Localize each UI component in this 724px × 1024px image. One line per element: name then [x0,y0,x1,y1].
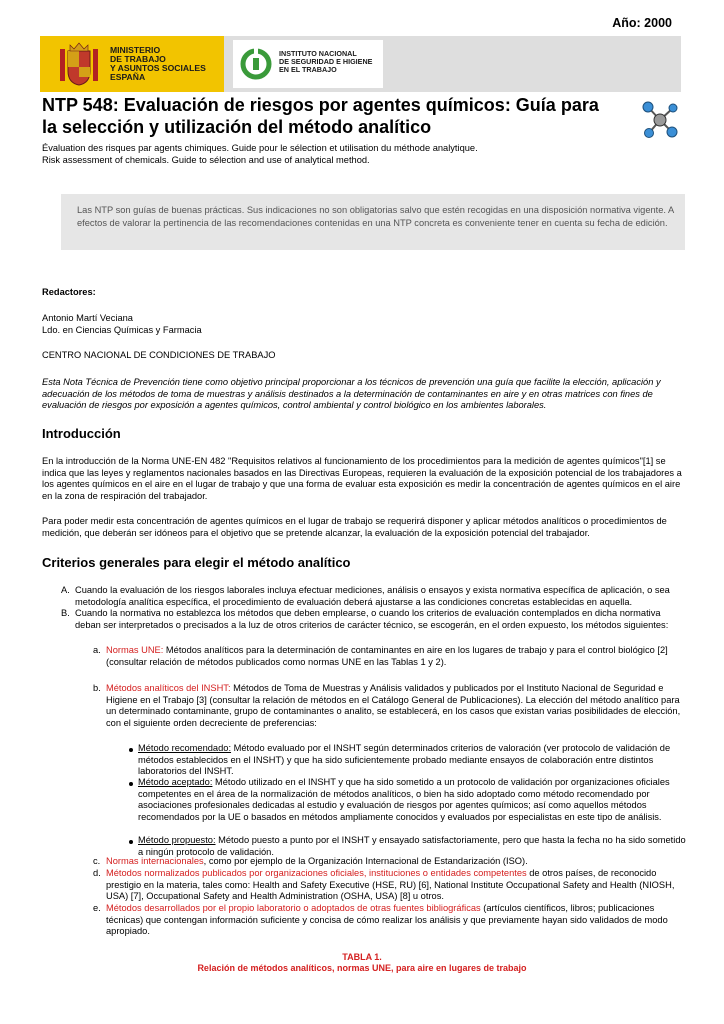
preference-item-aceptado: Método aceptado: Método utilizado en el INSHT y que ha sido sometido a un protocolo de validación por organizaciones oficiales competentes en el área de la normalización de métodos analíticos, o bien ha sido adoptado como método recomendado por asociaciones profesionales dedicadas al estudio y evaluación de riesgos por agentes químicos; así como aquellos métodos recomendados por la UE o basados en métodos ampliamente conocidos y evaluados por especialistas en este tipo de análisis. [138,777,670,822]
ministry-name: MINISTERIO DE TRABAJO Y ASUNTOS SOCIALES ESPAÑA [110,45,206,82]
preference-item-recomendado: Método recomendado: Método evaluado por el INSHT según determinados criterios de valoración (ver protocolo de validación de métodos establecidos en el INSHT) y que ha sido suficientemente probado mediante ensayos de colaboración entre distintos laboratorios del INSHT. [138,743,671,776]
subtitle-french: Évaluation des risques par agents chimiques. Guide pour le sélection et utilisation du méthode analytique. [42,143,478,153]
disclaimer-text: Las NTP son guías de buenas prácticas. Sus indicaciones no son obligatorias salvo que estén recogidas en una disposición normativa vigente. A efectos de valorar la pertinencia de las recomendaciones contenidas en una NTP concreta es conveniente tener en cuenta su fecha de edición. [77,205,674,228]
subtitles [42,143,478,166]
link-metodos-insht[interactable]: Métodos analíticos del INSHT: [106,683,231,693]
disclaimer-box [61,194,685,250]
year-label: Año: 2000 [612,16,672,30]
link-normas-une[interactable]: Normas UNE: [106,645,164,655]
list-marker-a: a. [93,645,101,655]
subtitle-english: Risk assessment of chemicals. Guide to sélection and use of analytical method. [42,154,370,165]
intro-paragraph-2: Para poder medir esta concentración de agentes químicos en el lugar de trabajo se requerirá disponer y aplicar métodos analíticos o procedimientos de medición, que deberán ser idóneos para el objetivo que se pretende alcanzar, la evaluación de la exposición potencial del trabajador. [42,516,667,538]
method-item-d: Métodos normalizados publicados por organizaciones oficiales, instituciones o entidades competentes de otros países, de reconocido prestigio en la materia, tales como: Health and Safety Executive (HSE, RU) [6], National Institute Occupational Safety and Health (NIOSH, USA) [7], Occupational Safety and Health Administration (OSHA, USA) [8] u otros. [106,868,675,901]
criteria-heading: Criterios generales para elegir el método analítico [42,555,351,570]
page-title: NTP 548: Evaluación de riesgos por agentes químicos: Guía para la selección y utilización del método analítico [42,95,599,137]
molecule-icon [640,99,680,141]
list-marker-d: d. [93,868,101,878]
bullet-icon [129,840,133,844]
bullet-icon [129,782,133,786]
preference-item-propuesto: Método propuesto: Método puesto a punto por el INSHT y ensayado satisfactoriamente, pero que hasta la fecha no ha sido sometido a ningún protocolo de validación. [138,835,686,857]
list-marker-e: e. [93,903,101,913]
bullet-icon [129,748,133,752]
list-marker-b-upper: B. [61,608,70,618]
author-degree: Ldo. en Ciencias Químicas y Farmacia [42,325,202,335]
method-item-a: Normas UNE: Métodos analíticos para la determinación de contaminantes en aire en los lugares de trabajo y para el control biológico [2] (consultar relación de métodos publicados como normas UNE en las Tablas 1 y 2). [106,645,668,667]
authors-label: Redactores: [42,287,96,297]
table-1-label: TABLA 1. [342,952,382,962]
intro-heading: Introducción [42,426,121,441]
abstract-text: Esta Nota Técnica de Prevención tiene como objetivo principal proporcionar a los técnicos de prevención una guía que facilite la elección, aplicación y adecuación de los métodos de toma de muestras y análisis destinados a la determinación de contaminantes en aire y en otras matrices con fines de evaluación de riesgos por exposición a agentes químicos, control ambiental y control biológico en los ambientes laborales. [42,377,661,410]
criteria-item-a: Cuando la evaluación de los riesgos laborales incluya efectuar mediciones, análisis o ensayos y exista normativa específica de aplicación, o sea metodología analítica específica, el procedimiento de evaluación deberá ajustarse a las condiciones concretas establecidas en aquella. [75,585,670,607]
author-center: CENTRO NACIONAL DE CONDICIONES DE TRABAJO [42,350,276,360]
spain-coat-of-arms-icon [58,41,100,87]
insht-logo-icon [240,48,272,80]
insht-logo[interactable] [233,40,383,88]
intro-paragraph-1: En la introducción de la Norma UNE-EN 482 "Requisitos relativos al funcionamiento de los procedimientos para la medición de agentes químicos"[1] se indica que las leyes y reglamentos nacionales basados en las Directivas Europeas, requieren la evaluación de la exposición potencial de los trabajadores a los agentes químicos en el aire en el lugar de trabajo y que una forma de evaluar esta exposición es medir la concentración de agentes químicos en el aire en la zona de respiración del trabajador. [42,456,682,501]
list-marker-c: c. [93,856,101,866]
author-name: Antonio Martí Veciana [42,313,133,323]
list-marker-b: b. [93,683,101,693]
method-item-e: Métodos desarrollados por el propio laboratorio o adoptados de otras fuentes bibliográficas (artículos científicos, libros; publicaciones técnicas) que contengan información suficiente y concisa de cómo realizar los análisis y que previamente hayan sido validados de modo apropiado. [106,903,668,936]
method-item-b: Métodos analíticos del INSHT: Métodos de Toma de Muestras y Análisis validados y publicados por el Instituto Nacional de Seguridad e Higiene en el Trabajo [3] (consultar la relación de métodos en el Catálogo General de Publicaciones). La elección del método analítico para un determinado contaminante, grupo de contaminantes o analito, se establecerá, en los casos que existan varias posibilidades de elección, con el siguiente orden decreciente de preferencias: [106,683,681,728]
criteria-item-b: Cuando la normativa no establezca los métodos que deben emplearse, o cuando los criterios de evaluación contemplados en dicha normativa deban ser interpretados o precisados a la luz de otros criterios de carácter técnico, se escogerán, en el orden expuesto, los métodos siguientes: [75,608,669,630]
link-metodos-propios[interactable]: Métodos desarrollados por el propio laboratorio o adoptados de otras fuentes bibliográficas [106,903,481,913]
insht-name: INSTITUTO NACIONAL DE SEGURIDAD E HIGIENE EN EL TRABAJO [279,49,373,75]
ministry-logo[interactable] [40,36,224,92]
link-normas-internacionales[interactable]: Normas internacionales [106,856,204,866]
table-1-caption: Relación de métodos analíticos, normas UNE, para aire en lugares de trabajo [197,963,527,973]
method-item-c: Normas internacionales, como por ejemplo de la Organización Internacional de Estandarización (ISO). [106,856,528,866]
list-marker-a-upper: A. [61,585,70,595]
link-metodos-normalizados[interactable]: Métodos normalizados publicados por organizaciones oficiales, instituciones o entidades competentes [106,868,527,878]
